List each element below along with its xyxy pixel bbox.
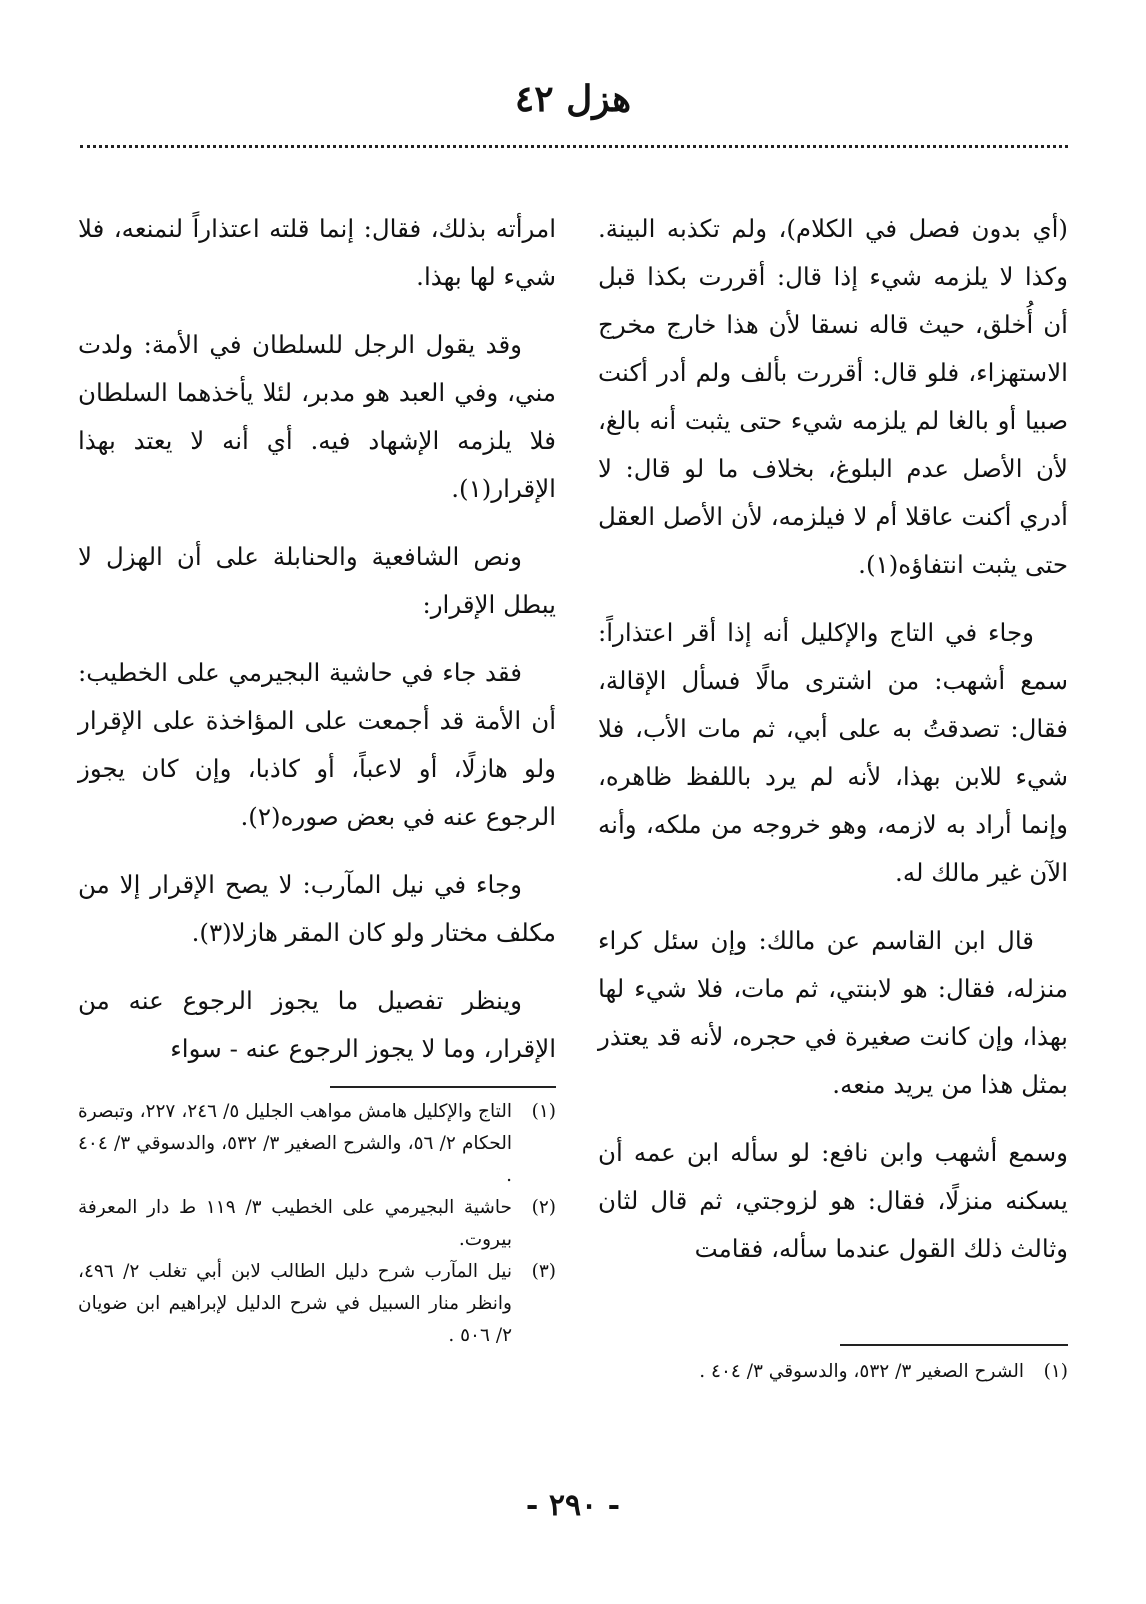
left-paragraph-1: امرأته بذلك، فقال: إنما قلته اعتذاراً لنمنعه، فلا شيء لها بهذا. bbox=[78, 214, 556, 291]
left-footnote-divider bbox=[330, 1086, 556, 1088]
footnote-text: نيل المآرب شرح دليل الطالب لابن أبي تغلب ٢/ ٤٩٦، وانظر منار السبيل في شرح الدليل لإبراهيم ابن ضويان ٢/ ٥٠٦ . bbox=[78, 1261, 512, 1346]
footnote bbox=[598, 1356, 1068, 1388]
right-column bbox=[598, 205, 1068, 1293]
right-footnotes bbox=[598, 1356, 1068, 1388]
footnote-text: التاج والإكليل هامش مواهب الجليل ٥/ ٢٤٦، ٢٢٧، وتبصرة الحكام ٢/ ٥٦، والشرح الصغير ٣/ ٥٣٢، والدسوقي ٣/ ٤٠٤ . bbox=[78, 1101, 512, 1186]
left-footnotes bbox=[78, 1096, 556, 1352]
left-paragraph-6: وينظر تفصيل ما يجوز الرجوع عنه من الإقرار، وما لا يجوز الرجوع عنه - سواء bbox=[78, 986, 556, 1063]
footnote-number: (٣) bbox=[531, 1261, 556, 1282]
right-footnote-divider bbox=[840, 1344, 1068, 1346]
header-dotted-divider bbox=[80, 145, 1068, 148]
footnote bbox=[78, 1192, 556, 1256]
left-paragraph-5: وجاء في نيل المآرب: لا يصح الإقرار إلا من مكلف مختار ولو كان المقر هازلا(٣). bbox=[78, 870, 556, 947]
left-column bbox=[78, 205, 556, 1093]
right-paragraph-2: وجاء في التاج والإكليل أنه إذا أقر اعتذاراً: سمع أشهب: من اشترى مالًا فسأل الإقالة، فقال: تصدقتُ به على أبي، ثم مات الأب، فلا شيء للابن بهذا، لأنه لم يرد باللفظ ظاهره، وإنما أراد به لازمه، وهو خروجه من ملكه، وأنه الآن غير مالك له. bbox=[598, 618, 1068, 887]
left-paragraph-2: وقد يقول الرجل للسلطان في الأمة: ولدت مني، وفي العبد هو مدبر، لئلا يأخذهما السلطان فلا يلزمه الإشهاد فيه. أي أنه لا يعتد بهذا الإقرار(١). bbox=[78, 330, 556, 503]
footnote-number: (٢) bbox=[531, 1197, 556, 1218]
left-paragraph-3: ونص الشافعية والحنابلة على أن الهزل لا يبطل الإقرار: bbox=[78, 542, 556, 619]
right-paragraph-1: (أي بدون فصل في الكلام)، ولم تكذبه البينة. وكذا لا يلزمه شيء إذا قال: أقررت بكذا قبل أن أُخلق، حيث قاله نسقا لأن هذا خارج مخرج الاستهزاء، فلو قال: أقررت بألف ولم أدر أكنت صبيا أو بالغا لم يلزمه شيء حتى يثبت أنه بالغ، لأن الأصل عدم البلوغ، بخلاف ما لو قال: لا أدري أكنت عاقلا أم لا فيلزمه، لأن الأصل العقل حتى يثبت انتفاؤه(١). bbox=[598, 214, 1068, 579]
right-paragraph-4: وسمع أشهب وابن نافع: لو سأله ابن عمه أن يسكنه منزلًا، فقال: هو لزوجتي، ثم قال لثان وثالث ذلك القول عندما سأله، فقامت bbox=[598, 1138, 1068, 1263]
footnote-number: (١) bbox=[531, 1101, 556, 1122]
page-number: - ٢٩٠ - bbox=[525, 1488, 621, 1523]
footnote-text: الشرح الصغير ٣/ ٥٣٢، والدسوقي ٣/ ٤٠٤ . bbox=[699, 1361, 1024, 1382]
right-paragraph-3: قال ابن القاسم عن مالك: وإن سئل كراء منزله، فقال: هو لابنتي، ثم مات، فلا شيء لها بهذا، وإن كانت صغيرة في حجره، لأنه قد يعتذر بمثل هذا من يريد منعه. bbox=[598, 926, 1068, 1099]
footnote bbox=[78, 1096, 556, 1192]
footnote bbox=[78, 1256, 556, 1352]
footnote-text: حاشية البجيرمي على الخطيب ٣/ ١١٩ ط دار المعرفة بيروت. bbox=[78, 1197, 512, 1250]
left-paragraph-4: فقد جاء في حاشية البجيرمي على الخطيب: أن الأمة قد أجمعت على المؤاخذة على الإقرار ولو هازلًا، أو لاعباً، أو كاذبا، وإن كان يجوز الرجوع عنه في بعض صوره(٢). bbox=[78, 658, 556, 831]
footnote-number: (١) bbox=[1043, 1361, 1068, 1382]
page-title: هزل ٤٢ bbox=[514, 78, 632, 120]
